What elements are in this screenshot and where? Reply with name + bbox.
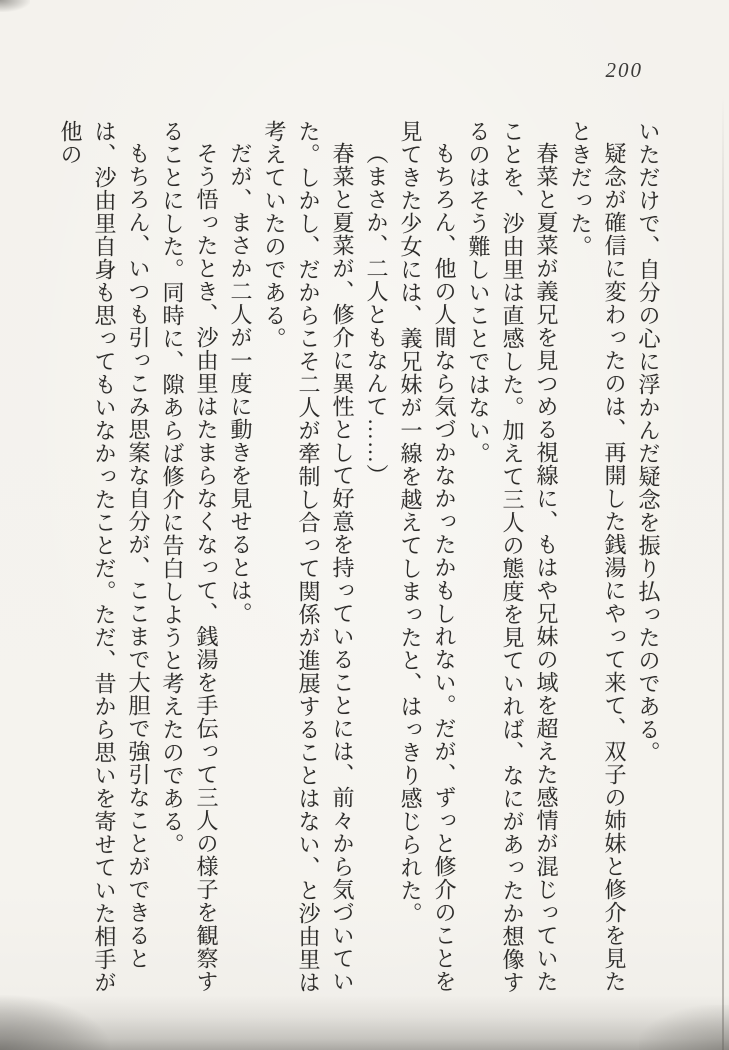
paragraph: 疑念が確信に変わったのは、再開した銭湯にやって来て、双子の姉妹と修介を見たときだった。 [568,120,627,993]
scan-corner-shadow-top-left [0,0,30,12]
scan-corner-shadow-bottom-left [0,995,110,1050]
paragraph: もちろん、他の人間なら気づかなかったかもしれない。だが、ずっと修介のことを見てきた少女には、義兄妹が一線を越えてしまったと、はっきり感じられた。 [398,120,457,993]
paragraph: 春菜と夏菜が、修介に異性として好意を持っていることには、前々から気づいていた。しかし、だからこそ二人が牽制し合って関係が進展することはない、と沙由里は考えていたのである。 [262,120,355,994]
paragraph: もちろん、いつも引っこみ思案な自分が、ここまで大胆で強引なことができるとは、沙由里自身も思ってもいなかったことだ。ただ、昔から思いを寄せていた相手が他の [58,120,151,994]
paragraph: だが、まさか二人が一度に動きを見せるとは。 [228,142,253,625]
paragraph: そう悟ったとき、沙由里はたまらなくなって、銭湯を手伝って三人の様子を観察することにした。同時に、隙あらば修介に告白しようと考えたのである。 [160,120,219,993]
paragraph: 春菜と夏菜が義兄を見つめる視線に、もはや兄妹の域を超えた感情が混じっていたことを、沙由里は直感した。加えて三人の態度を見ていれば、なにがあったか想像するのはそう難しいことではない。 [466,120,559,994]
scan-corner-shadow-bottom-right [639,1005,729,1050]
page-edge-line [722,95,724,1050]
page-number: 200 [605,58,643,82]
paragraph: いただけで、自分の心に浮かんだ疑念を振り払ったのである。 [636,120,661,764]
paragraph: （まさか、二人ともなんて……） [364,142,389,487]
text-body [53,120,665,1000]
